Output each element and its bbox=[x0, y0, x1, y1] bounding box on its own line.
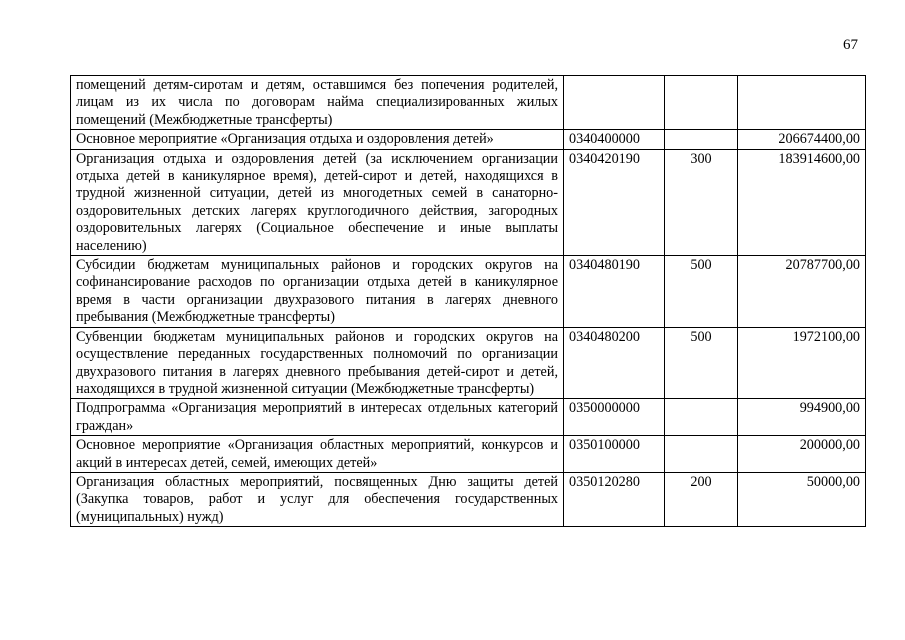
row-vr-cell: 300 bbox=[665, 149, 738, 255]
row-sum-cell bbox=[738, 76, 866, 130]
row-vr-cell: 500 bbox=[665, 256, 738, 328]
table-row bbox=[71, 130, 866, 149]
row-csr-cell: 0350000000 bbox=[564, 399, 665, 436]
row-name-cell: Основное мероприятие «Организация отдыха и оздоровления детей» bbox=[71, 130, 564, 149]
table-row bbox=[71, 399, 866, 436]
row-name-cell: Субвенции бюджетам муниципальных районов и городских округов на осуществление переданных государственных полномочий по организации двухразового питания в лагерях дневного пребывания детей-сирот и детей, находящихся в трудной жизненной ситуации (Межбюджетные трансферты) bbox=[71, 327, 564, 399]
table-row bbox=[71, 76, 866, 130]
row-csr-cell: 0340420190 bbox=[564, 149, 665, 255]
row-name-cell: Организация отдыха и оздоровления детей (за исключением организации отдыха детей в каникулярное время), детей-сирот и детей, находящихся в трудной жизненной ситуации, детей из многодетных семей в санаторно-оздоровительных детских лагерях круглогодичного действия, загородных оздоровительных лагерях (Социальное обеспечение и иные выплаты населению) bbox=[71, 149, 564, 255]
row-name-cell: Организация областных мероприятий, посвященных Дню защиты детей (Закупка товаров, работ и услуг для обеспечения государственных (муниципальных) нужд) bbox=[71, 472, 564, 526]
row-name-cell: Основное мероприятие «Организация областных мероприятий, конкурсов и акций в интересах детей, семей, имеющих детей» bbox=[71, 436, 564, 473]
row-name-cell: помещений детям-сиротам и детям, оставшимся без попечения родителей, лицам из их числа по договорам найма специализированных жилых помещений (Межбюджетные трансферты) bbox=[71, 76, 564, 130]
row-csr-cell: 0350120280 bbox=[564, 472, 665, 526]
row-vr-cell bbox=[665, 76, 738, 130]
table-row bbox=[71, 149, 866, 255]
row-vr-cell: 200 bbox=[665, 472, 738, 526]
table-row bbox=[71, 472, 866, 526]
row-sum-cell: 200000,00 bbox=[738, 436, 866, 473]
row-vr-cell bbox=[665, 399, 738, 436]
budget-table bbox=[70, 75, 866, 527]
row-sum-cell: 994900,00 bbox=[738, 399, 866, 436]
table-row bbox=[71, 327, 866, 399]
row-sum-cell: 50000,00 bbox=[738, 472, 866, 526]
page-number: 67 bbox=[843, 37, 858, 53]
row-vr-cell bbox=[665, 130, 738, 149]
row-csr-cell: 0340400000 bbox=[564, 130, 665, 149]
table-row bbox=[71, 256, 866, 328]
row-csr-cell: 0340480190 bbox=[564, 256, 665, 328]
row-vr-cell: 500 bbox=[665, 327, 738, 399]
row-name-cell: Подпрограмма «Организация мероприятий в интересах отдельных категорий граждан» bbox=[71, 399, 564, 436]
row-sum-cell: 20787700,00 bbox=[738, 256, 866, 328]
row-name-cell: Субсидии бюджетам муниципальных районов и городских округов на софинансирование расходов по организации отдыха детей в каникулярное время в части организации двухразового питания в лагерях дневного пребывания (Межбюджетные трансферты) bbox=[71, 256, 564, 328]
row-sum-cell: 183914600,00 bbox=[738, 149, 866, 255]
row-sum-cell: 1972100,00 bbox=[738, 327, 866, 399]
row-csr-cell: 0340480200 bbox=[564, 327, 665, 399]
row-vr-cell bbox=[665, 436, 738, 473]
row-sum-cell: 206674400,00 bbox=[738, 130, 866, 149]
row-csr-cell: 0350100000 bbox=[564, 436, 665, 473]
table-row bbox=[71, 436, 866, 473]
row-csr-cell bbox=[564, 76, 665, 130]
